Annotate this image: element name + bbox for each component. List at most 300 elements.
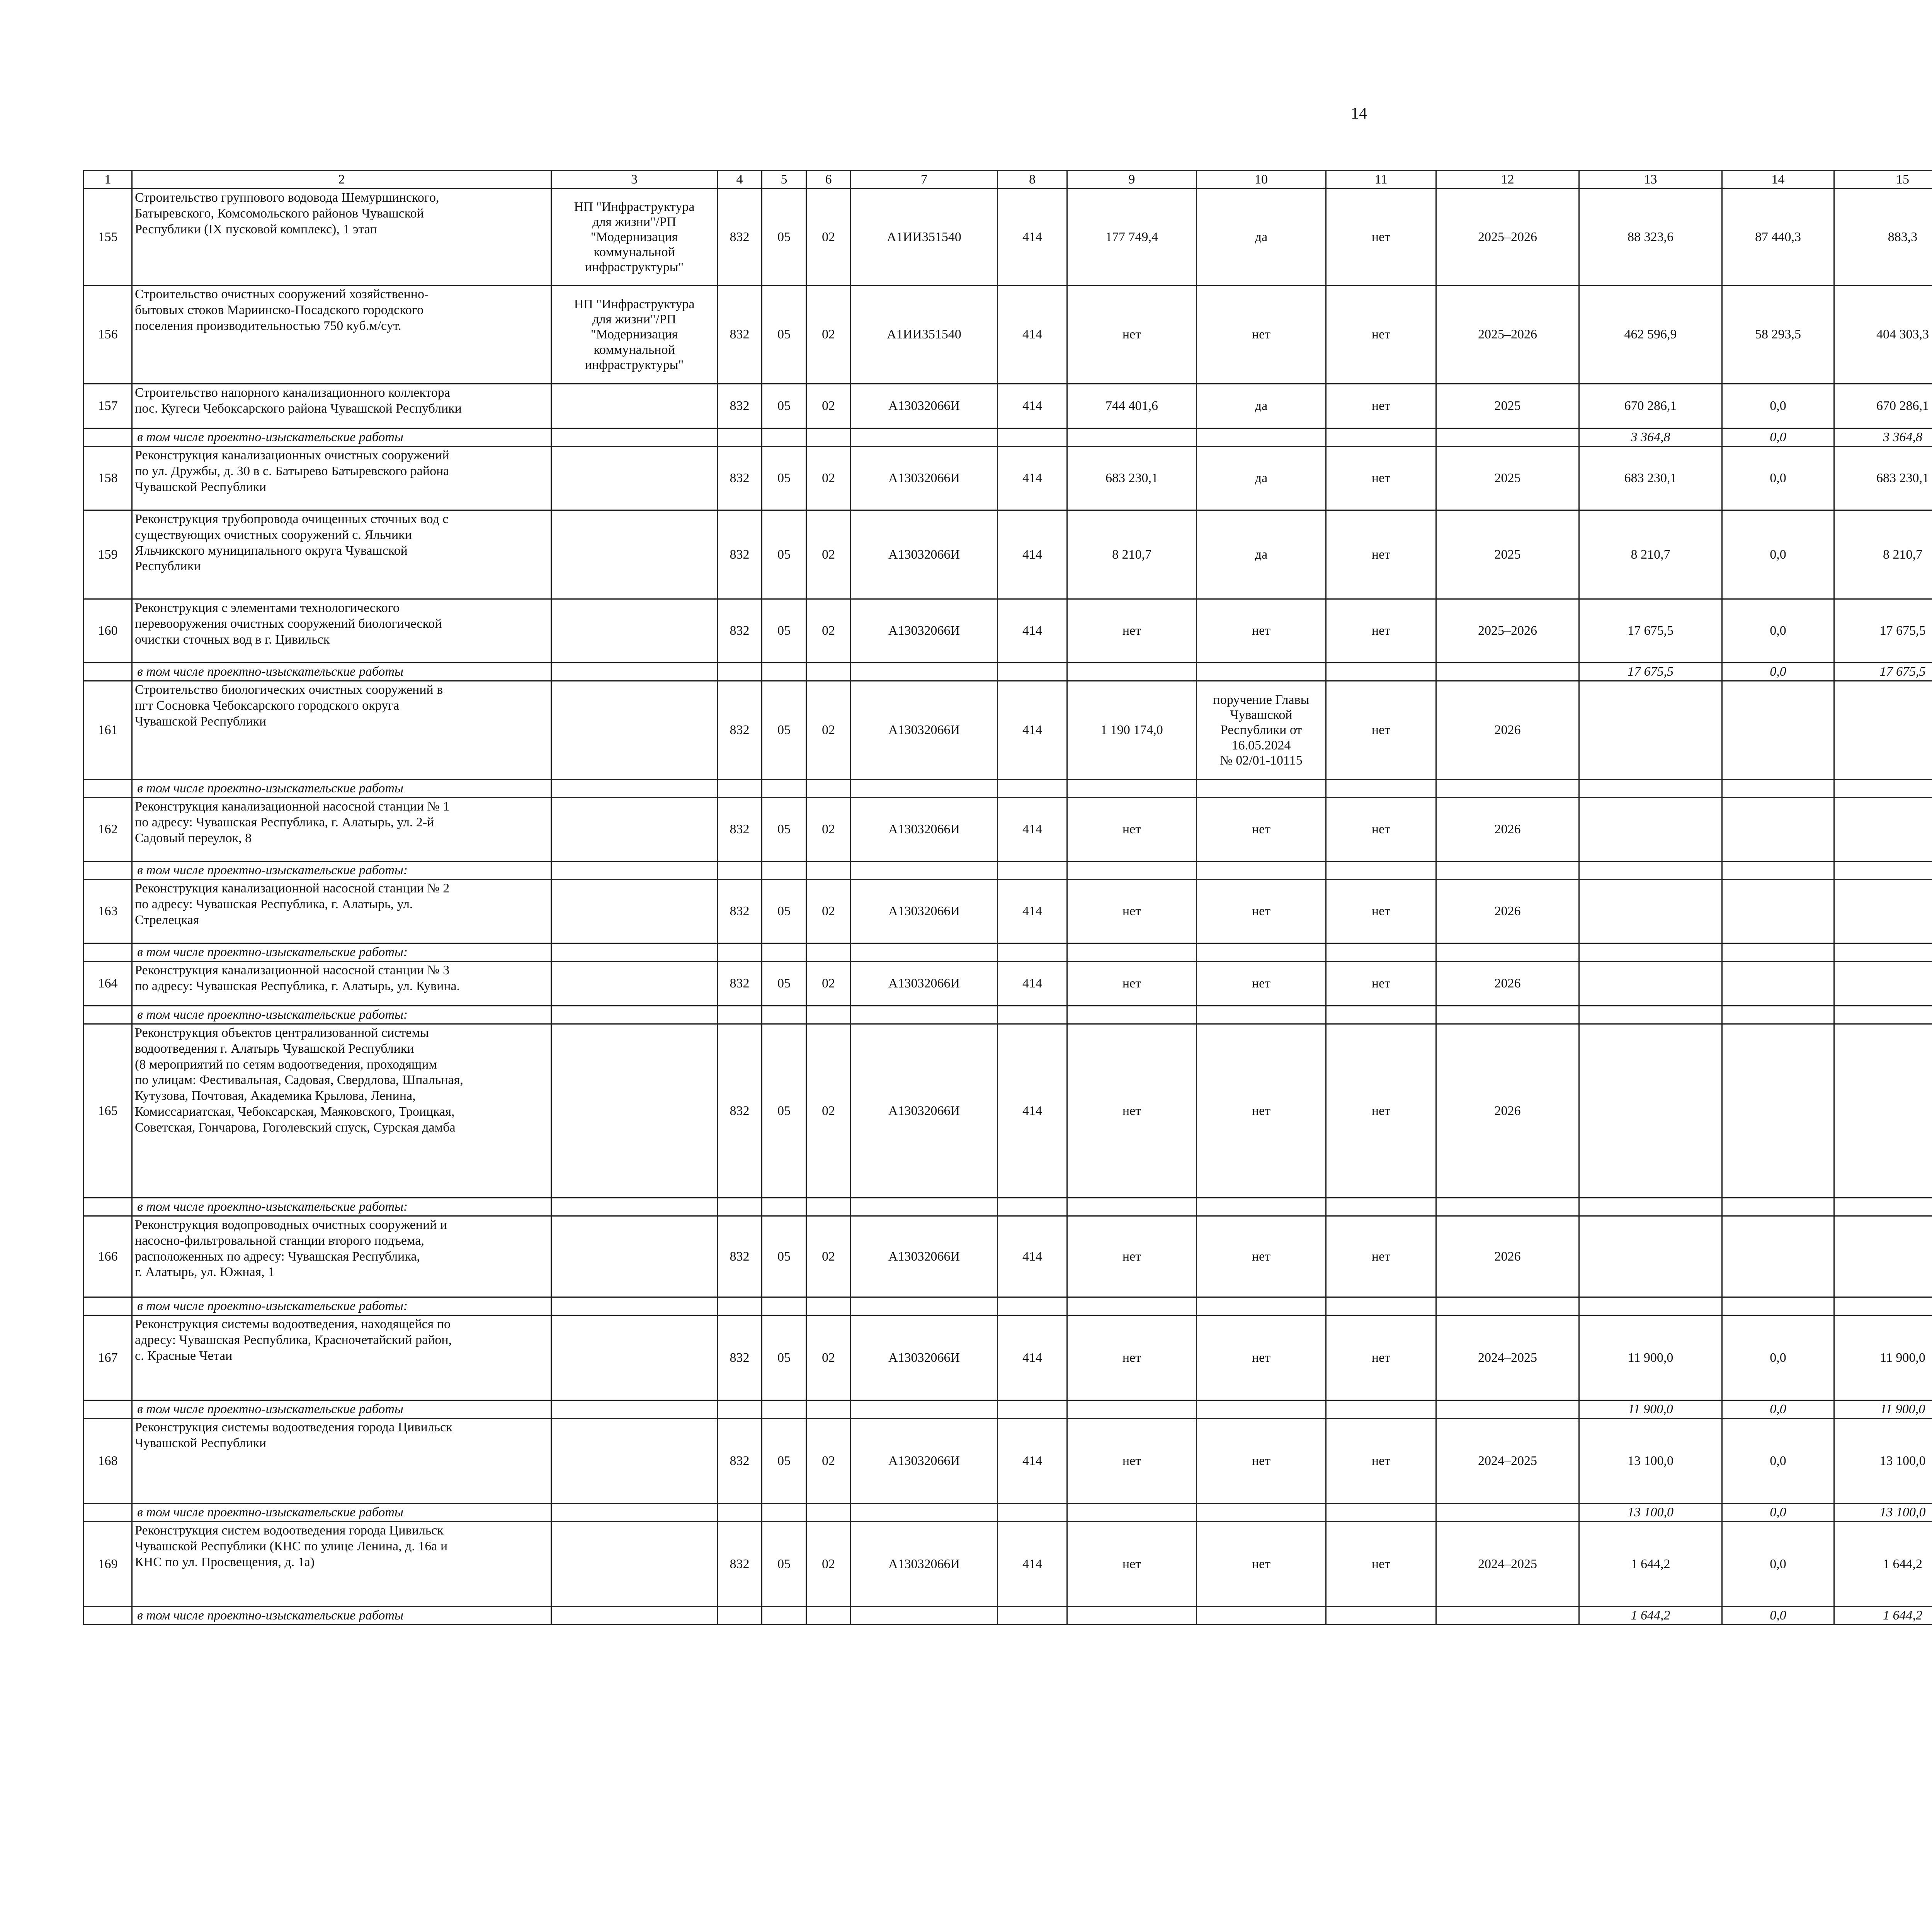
row-number: 168	[84, 1419, 132, 1504]
empty-cell	[762, 1504, 806, 1522]
column-header: 3	[551, 171, 718, 189]
subtotal-c15: 11 900,0	[1834, 1400, 1932, 1419]
cell-c12: 2024–2025	[1436, 1315, 1579, 1400]
cell-c14	[1722, 880, 1834, 943]
empty-cell	[806, 1006, 851, 1024]
program-name: НП "Инфраструктура для жизни"/РП "Модернизация коммунальной инфраструктуры"	[551, 285, 718, 384]
empty-cell	[851, 862, 998, 880]
program-name	[551, 1024, 718, 1198]
cell-c9: нет	[1067, 1522, 1197, 1607]
cell-c12: 2026	[1436, 880, 1579, 943]
cell-c10: нет	[1197, 1216, 1326, 1297]
empty-cell	[806, 1400, 851, 1419]
cell-c14	[1722, 681, 1834, 780]
column-header: 5	[762, 171, 806, 189]
cell-c11: нет	[1326, 189, 1436, 285]
cell-c6: 02	[806, 962, 851, 1006]
cell-c9: нет	[1067, 1024, 1197, 1198]
subtotal-c15: 1 644,2	[1834, 1607, 1932, 1625]
cell-c4: 832	[718, 1522, 762, 1607]
cell-c10: нет	[1197, 1419, 1326, 1504]
column-header: 2	[132, 171, 551, 189]
column-header: 7	[851, 171, 998, 189]
empty-cell	[718, 943, 762, 962]
cell-c14	[1722, 1024, 1834, 1198]
empty-cell	[1197, 780, 1326, 798]
cell-c7: А13032066И	[851, 510, 998, 599]
subtotal-c14: 0,0	[1722, 1607, 1834, 1625]
object-name: Реконструкция водопроводных очистных сооружений и насосно-фильтровальной станции второго подъема, расположенных по адресу: Чувашская Республика, г. Алатырь, ул. Южная, 1	[132, 1216, 551, 1297]
cell-c9: 744 401,6	[1067, 384, 1197, 428]
cell-c15: 404 303,3	[1834, 285, 1932, 384]
program-name	[551, 384, 718, 428]
empty-cell	[84, 1400, 132, 1419]
empty-cell	[998, 943, 1067, 962]
cell-c6: 02	[806, 1024, 851, 1198]
row-number: 157	[84, 384, 132, 428]
cell-c4: 832	[718, 798, 762, 862]
row-number: 158	[84, 447, 132, 510]
cell-c8: 414	[998, 285, 1067, 384]
subtotal-c13: 17 675,5	[1579, 663, 1722, 681]
cell-c6: 02	[806, 599, 851, 663]
empty-cell	[851, 780, 998, 798]
table-row	[84, 189, 1932, 285]
cell-c10: поручение Главы Чувашской Республики от 16.05.2024 № 02/01-10115	[1197, 681, 1326, 780]
subtotal-label: в том числе проектно-изыскательские работы	[132, 428, 551, 447]
cell-c13: 8 210,7	[1579, 510, 1722, 599]
subtotal-row	[84, 1297, 1932, 1315]
empty-cell	[851, 663, 998, 681]
cell-c12: 2025–2026	[1436, 285, 1579, 384]
subtotal-row	[84, 862, 1932, 880]
subtotal-label: в том числе проектно-изыскательские работы	[132, 780, 551, 798]
program-name	[551, 1522, 718, 1607]
page-number: 14	[1351, 105, 1367, 122]
column-header: 6	[806, 171, 851, 189]
row-number: 163	[84, 880, 132, 943]
cell-c5: 05	[762, 599, 806, 663]
subtotal-row	[84, 663, 1932, 681]
cell-c14: 58 293,5	[1722, 285, 1834, 384]
empty-cell	[998, 1607, 1067, 1625]
subtotal-c15: 13 100,0	[1834, 1504, 1932, 1522]
cell-c6: 02	[806, 880, 851, 943]
subtotal-c15	[1834, 1198, 1932, 1216]
subtotal-c13	[1579, 1006, 1722, 1024]
empty-cell	[1326, 1006, 1436, 1024]
row-number: 166	[84, 1216, 132, 1297]
table-row	[84, 880, 1932, 943]
subtotal-c14: 0,0	[1722, 428, 1834, 447]
subtotal-c13: 1 644,2	[1579, 1607, 1722, 1625]
cell-c12: 2026	[1436, 681, 1579, 780]
empty-cell	[1067, 1006, 1197, 1024]
cell-c13	[1579, 962, 1722, 1006]
subtotal-label: в том числе проектно-изыскательские работы	[132, 1400, 551, 1419]
row-number: 161	[84, 681, 132, 780]
empty-cell	[1197, 663, 1326, 681]
cell-c5: 05	[762, 880, 806, 943]
cell-c5: 05	[762, 1024, 806, 1198]
subtotal-c15	[1834, 862, 1932, 880]
empty-cell	[551, 1297, 718, 1315]
empty-cell	[1326, 780, 1436, 798]
empty-cell	[1326, 1400, 1436, 1419]
cell-c6: 02	[806, 681, 851, 780]
empty-cell	[551, 780, 718, 798]
cell-c7: А13032066И	[851, 447, 998, 510]
cell-c15	[1834, 798, 1932, 862]
empty-cell	[1067, 1297, 1197, 1315]
cell-c8: 414	[998, 189, 1067, 285]
cell-c10: нет	[1197, 962, 1326, 1006]
empty-cell	[84, 428, 132, 447]
empty-cell	[1436, 663, 1579, 681]
subtotal-c15	[1834, 780, 1932, 798]
column-header: 10	[1197, 171, 1326, 189]
row-number: 155	[84, 189, 132, 285]
empty-cell	[84, 862, 132, 880]
cell-c10: нет	[1197, 285, 1326, 384]
empty-cell	[1436, 428, 1579, 447]
empty-cell	[1067, 1504, 1197, 1522]
cell-c15: 1 644,2	[1834, 1522, 1932, 1607]
program-name	[551, 962, 718, 1006]
object-name: Строительство напорного канализационного коллектора пос. Кугеси Чебоксарского района Чувашской Республики	[132, 384, 551, 428]
cell-c10: да	[1197, 384, 1326, 428]
subtotal-c14: 0,0	[1722, 663, 1834, 681]
subtotal-c14	[1722, 1006, 1834, 1024]
row-number: 156	[84, 285, 132, 384]
cell-c10: да	[1197, 447, 1326, 510]
column-header: 1	[84, 171, 132, 189]
subtotal-c14	[1722, 1297, 1834, 1315]
empty-cell	[806, 943, 851, 962]
cell-c7: А13032066И	[851, 599, 998, 663]
empty-cell	[1436, 943, 1579, 962]
cell-c10: нет	[1197, 1315, 1326, 1400]
cell-c15	[1834, 962, 1932, 1006]
empty-cell	[1067, 780, 1197, 798]
empty-cell	[1326, 1607, 1436, 1625]
empty-cell	[718, 663, 762, 681]
cell-c7: А13032066И	[851, 1024, 998, 1198]
cell-c6: 02	[806, 285, 851, 384]
empty-cell	[1436, 1400, 1579, 1419]
cell-c13	[1579, 681, 1722, 780]
empty-cell	[551, 1400, 718, 1419]
subtotal-c13: 3 364,8	[1579, 428, 1722, 447]
cell-c12: 2025	[1436, 384, 1579, 428]
table-row	[84, 510, 1932, 599]
empty-cell	[551, 1006, 718, 1024]
subtotal-row	[84, 1198, 1932, 1216]
cell-c12: 2025	[1436, 447, 1579, 510]
column-header: 4	[718, 171, 762, 189]
empty-cell	[1326, 428, 1436, 447]
investment-table	[83, 170, 1932, 1625]
program-name	[551, 599, 718, 663]
empty-cell	[551, 1198, 718, 1216]
program-name	[551, 447, 718, 510]
empty-cell	[762, 1006, 806, 1024]
cell-c9: нет	[1067, 962, 1197, 1006]
cell-c14: 0,0	[1722, 510, 1834, 599]
cell-c13: 1 644,2	[1579, 1522, 1722, 1607]
cell-c12: 2025–2026	[1436, 189, 1579, 285]
cell-c14	[1722, 798, 1834, 862]
cell-c12: 2026	[1436, 798, 1579, 862]
program-name	[551, 880, 718, 943]
object-name: Реконструкция объектов централизованной системы водоотведения г. Алатырь Чувашской Республики (8 мероприятий по сетям водоотведения, проходящим по улицам: Фестивальная, Садовая, Свердлова, Шпальная, Кутузова, Почтовая, Академика Крылова, Ленина, Комиссариатская, Чебоксарская, Маяковского, Троицкая, Советская, Гончарова, Гоголевский спуск, Сурская дамба	[132, 1024, 551, 1198]
empty-cell	[1326, 1504, 1436, 1522]
table-row	[84, 798, 1932, 862]
table-row	[84, 447, 1932, 510]
cell-c15	[1834, 681, 1932, 780]
program-name	[551, 681, 718, 780]
cell-c12: 2026	[1436, 962, 1579, 1006]
empty-cell	[851, 1297, 998, 1315]
row-number: 159	[84, 510, 132, 599]
cell-c13: 683 230,1	[1579, 447, 1722, 510]
cell-c7: А13032066И	[851, 1216, 998, 1297]
cell-c4: 832	[718, 880, 762, 943]
subtotal-label: в том числе проектно-изыскательские работы	[132, 663, 551, 681]
cell-c12: 2026	[1436, 1024, 1579, 1198]
cell-c11: нет	[1326, 880, 1436, 943]
subtotal-label: в том числе проектно-изыскательские работы	[132, 1607, 551, 1625]
subtotal-c14	[1722, 780, 1834, 798]
object-name: Реконструкция системы водоотведения города Цивильск Чувашской Республики	[132, 1419, 551, 1504]
subtotal-c14	[1722, 862, 1834, 880]
row-number: 165	[84, 1024, 132, 1198]
subtotal-label: в том числе проектно-изыскательские работы:	[132, 1198, 551, 1216]
column-header: 14	[1722, 171, 1834, 189]
row-number: 162	[84, 798, 132, 862]
cell-c15: 683 230,1	[1834, 447, 1932, 510]
row-number: 169	[84, 1522, 132, 1607]
cell-c11: нет	[1326, 1522, 1436, 1607]
object-name: Реконструкция с элементами технологического перевооружения очистных сооружений биологической очистки сточных вод в г. Цивильск	[132, 599, 551, 663]
empty-cell	[998, 1400, 1067, 1419]
subtotal-label: в том числе проектно-изыскательские работы:	[132, 1297, 551, 1315]
empty-cell	[762, 1198, 806, 1216]
cell-c11: нет	[1326, 1315, 1436, 1400]
subtotal-c14: 0,0	[1722, 1504, 1834, 1522]
empty-cell	[851, 943, 998, 962]
cell-c12: 2025–2026	[1436, 599, 1579, 663]
cell-c4: 832	[718, 1216, 762, 1297]
table-row	[84, 1522, 1932, 1607]
program-name: НП "Инфраструктура для жизни"/РП "Модернизация коммунальной инфраструктуры"	[551, 189, 718, 285]
subtotal-c13: 11 900,0	[1579, 1400, 1722, 1419]
cell-c5: 05	[762, 1522, 806, 1607]
cell-c8: 414	[998, 1419, 1067, 1504]
cell-c15	[1834, 1216, 1932, 1297]
cell-c5: 05	[762, 962, 806, 1006]
empty-cell	[806, 428, 851, 447]
cell-c8: 414	[998, 1522, 1067, 1607]
cell-c11: нет	[1326, 962, 1436, 1006]
subtotal-row	[84, 943, 1932, 962]
empty-cell	[1067, 663, 1197, 681]
empty-cell	[1197, 1504, 1326, 1522]
subtotal-row	[84, 1504, 1932, 1522]
cell-c7: А13032066И	[851, 962, 998, 1006]
empty-cell	[84, 1504, 132, 1522]
empty-cell	[1436, 1297, 1579, 1315]
subtotal-c13	[1579, 862, 1722, 880]
cell-c11: нет	[1326, 1419, 1436, 1504]
cell-c5: 05	[762, 447, 806, 510]
cell-c15: 11 900,0	[1834, 1315, 1932, 1400]
object-name: Строительство очистных сооружений хозяйственно- бытовых стоков Мариинско-Посадского городского поселения производительностью 750 куб.м/сут.	[132, 285, 551, 384]
empty-cell	[1067, 1400, 1197, 1419]
cell-c9: нет	[1067, 599, 1197, 663]
table-row	[84, 1315, 1932, 1400]
program-name	[551, 510, 718, 599]
empty-cell	[1067, 428, 1197, 447]
empty-cell	[998, 1006, 1067, 1024]
empty-cell	[851, 1006, 998, 1024]
cell-c7: А13032066И	[851, 880, 998, 943]
empty-cell	[762, 1607, 806, 1625]
empty-cell	[1326, 1198, 1436, 1216]
cell-c4: 832	[718, 681, 762, 780]
empty-cell	[551, 943, 718, 962]
empty-cell	[551, 862, 718, 880]
table-row	[84, 681, 1932, 780]
cell-c14: 0,0	[1722, 1419, 1834, 1504]
empty-cell	[851, 1504, 998, 1522]
cell-c8: 414	[998, 1315, 1067, 1400]
cell-c13: 17 675,5	[1579, 599, 1722, 663]
cell-c14: 0,0	[1722, 1315, 1834, 1400]
cell-c13: 670 286,1	[1579, 384, 1722, 428]
subtotal-c15	[1834, 943, 1932, 962]
empty-cell	[851, 1607, 998, 1625]
table-row	[84, 384, 1932, 428]
cell-c11: нет	[1326, 1024, 1436, 1198]
empty-cell	[1326, 1297, 1436, 1315]
empty-cell	[806, 663, 851, 681]
cell-c14: 0,0	[1722, 1522, 1834, 1607]
subtotal-label: в том числе проектно-изыскательские работы:	[132, 862, 551, 880]
empty-cell	[84, 1006, 132, 1024]
cell-c5: 05	[762, 1419, 806, 1504]
cell-c6: 02	[806, 510, 851, 599]
object-name: Реконструкция трубопровода очищенных сточных вод с существующих очистных сооружений с. Яльчики Яльчикского муниципального округа Чувашской Республики	[132, 510, 551, 599]
empty-cell	[998, 862, 1067, 880]
empty-cell	[84, 780, 132, 798]
cell-c13	[1579, 880, 1722, 943]
cell-c11: нет	[1326, 681, 1436, 780]
cell-c6: 02	[806, 1216, 851, 1297]
cell-c13	[1579, 798, 1722, 862]
cell-c8: 414	[998, 599, 1067, 663]
cell-c15: 8 210,7	[1834, 510, 1932, 599]
cell-c6: 02	[806, 447, 851, 510]
empty-cell	[718, 1198, 762, 1216]
cell-c14: 0,0	[1722, 384, 1834, 428]
cell-c4: 832	[718, 384, 762, 428]
cell-c10: да	[1197, 510, 1326, 599]
cell-c5: 05	[762, 1315, 806, 1400]
cell-c5: 05	[762, 681, 806, 780]
empty-cell	[806, 862, 851, 880]
cell-c14	[1722, 1216, 1834, 1297]
empty-cell	[718, 1400, 762, 1419]
cell-c12: 2024–2025	[1436, 1522, 1579, 1607]
subtotal-c13	[1579, 1198, 1722, 1216]
subtotal-label: в том числе проектно-изыскательские работы	[132, 1504, 551, 1522]
cell-c4: 832	[718, 962, 762, 1006]
cell-c4: 832	[718, 447, 762, 510]
cell-c5: 05	[762, 285, 806, 384]
object-name: Реконструкция канализационной насосной станции № 2 по адресу: Чувашская Республика, г. Алатырь, ул. Стрелецкая	[132, 880, 551, 943]
cell-c8: 414	[998, 447, 1067, 510]
subtotal-label: в том числе проектно-изыскательские работы:	[132, 943, 551, 962]
program-name	[551, 1315, 718, 1400]
empty-cell	[1197, 1198, 1326, 1216]
empty-cell	[998, 1504, 1067, 1522]
empty-cell	[762, 1297, 806, 1315]
cell-c7: А13032066И	[851, 798, 998, 862]
empty-cell	[806, 1198, 851, 1216]
column-header: 15	[1834, 171, 1932, 189]
cell-c14: 0,0	[1722, 447, 1834, 510]
empty-cell	[762, 1400, 806, 1419]
row-number: 160	[84, 599, 132, 663]
empty-cell	[806, 1607, 851, 1625]
empty-cell	[551, 1504, 718, 1522]
object-name: Реконструкция канализационных очистных сооружений по ул. Дружбы, д. 30 в с. Батырево Батыревского района Чувашской Республики	[132, 447, 551, 510]
cell-c6: 02	[806, 1522, 851, 1607]
cell-c4: 832	[718, 1024, 762, 1198]
cell-c15: 17 675,5	[1834, 599, 1932, 663]
empty-cell	[851, 428, 998, 447]
cell-c9: 177 749,4	[1067, 189, 1197, 285]
column-header: 9	[1067, 171, 1197, 189]
object-name: Строительство биологических очистных сооружений в пгт Сосновка Чебоксарского городского округа Чувашской Республики	[132, 681, 551, 780]
cell-c9: нет	[1067, 1216, 1197, 1297]
subtotal-label: в том числе проектно-изыскательские работы:	[132, 1006, 551, 1024]
cell-c6: 02	[806, 798, 851, 862]
empty-cell	[998, 663, 1067, 681]
subtotal-row	[84, 1400, 1932, 1419]
empty-cell	[84, 1198, 132, 1216]
cell-c14	[1722, 962, 1834, 1006]
object-name: Реконструкция канализационной насосной станции № 1 по адресу: Чувашская Республика, г. Алатырь, ул. 2-й Садовый переулок, 8	[132, 798, 551, 862]
empty-cell	[998, 780, 1067, 798]
empty-cell	[998, 428, 1067, 447]
empty-cell	[1326, 862, 1436, 880]
cell-c13: 88 323,6	[1579, 189, 1722, 285]
empty-cell	[762, 780, 806, 798]
cell-c9: нет	[1067, 880, 1197, 943]
cell-c7: А1ИИ351540	[851, 189, 998, 285]
column-header: 8	[998, 171, 1067, 189]
cell-c8: 414	[998, 798, 1067, 862]
empty-cell	[551, 663, 718, 681]
cell-c5: 05	[762, 384, 806, 428]
program-name	[551, 1216, 718, 1297]
empty-cell	[1436, 1607, 1579, 1625]
subtotal-c13	[1579, 943, 1722, 962]
empty-cell	[1197, 1607, 1326, 1625]
cell-c11: нет	[1326, 285, 1436, 384]
